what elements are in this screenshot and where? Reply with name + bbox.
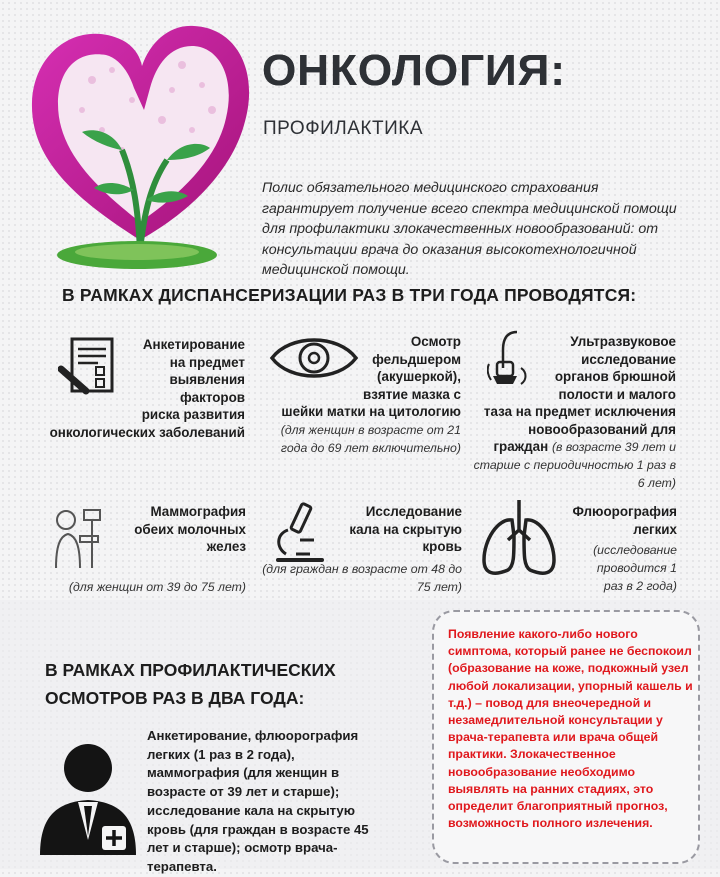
item-stool-test: Исследование кала на скрытую кровь: [349, 504, 462, 554]
page-title: ОНКОЛОГИЯ:: [262, 46, 566, 95]
section1-heading: В РАМКАХ ДИСПАНСЕРИЗАЦИИ РАЗ В ТРИ ГОДА ПРОВОДЯТСЯ:: [62, 285, 637, 305]
item-questionnaire: Анкетирование на предмет выявления факторов риска развития онкологических заболеваний: [49, 337, 245, 440]
heart-plant-logo: [22, 10, 252, 280]
item-eye-exam: Осмотр фельдшером (акушеркой), взятие мазка с шейки матки на цитологию (для женщин в возрасте от 21 года до 69 лет включительно): [280, 334, 461, 455]
intro-text: Полис обязательного медицинского страхования гарантирует получение всего спектра медицинской помощи для профилактики злокачественных новообразований: от консультации врача до оказания высокотехнологичной медицинской помощи.: [262, 180, 677, 278]
stool-test-note: (для граждан в возрасте от 48 до 75 лет): [262, 562, 462, 594]
mammography-note: (для женщин от 39 до 75 лет): [68, 580, 246, 594]
warning-text: Появление какого-либо нового симптома, который ранее не беспокоил (образование на коже, подкожный узел любой локализации, упорный кашель и т.д.) – повод для внеочередной и незамедлительной консультации у врача-терапевта или врача общей практики. Злокачественное новообразование необходимо выявлять на ранних стадиях, это определит благоприятный прогноз, возможность полного излечения.: [448, 627, 693, 831]
item-mammography: Маммография обеих молочных желез: [134, 504, 246, 554]
section2-heading: В РАМКАХ ПРОФИЛАКТИЧЕСКИХ ОСМОТРОВ РАЗ В ДВА ГОДА:: [45, 660, 336, 708]
item-fluorography: Флюорография легких: [572, 504, 677, 537]
lungs-icon: [478, 496, 560, 580]
item-ultrasound: Ультразвуковое исследование органов брюшной полости и малого таза на предмет исключения новообразований для граждан (в возрасте 39 лет и старше с периодичностью 1 раз в 6 лет): [473, 334, 676, 490]
section2-text: Анкетирование, флюорография легких (1 раз в 2 года), маммография (для женщин в возрасте от 39 лет и старше); исследование кала на скрытую кровь (для граждан в возрасте 45 лет и старше); осмотр врача-терапевта.: [147, 728, 369, 874]
page-subtitle: ПРОФИЛАКТИКА: [263, 118, 424, 139]
fluorography-note: (исследование проводится 1 раз в 2 года): [593, 543, 677, 593]
mammography-icon: [50, 502, 106, 572]
doctor-icon: [40, 740, 140, 855]
